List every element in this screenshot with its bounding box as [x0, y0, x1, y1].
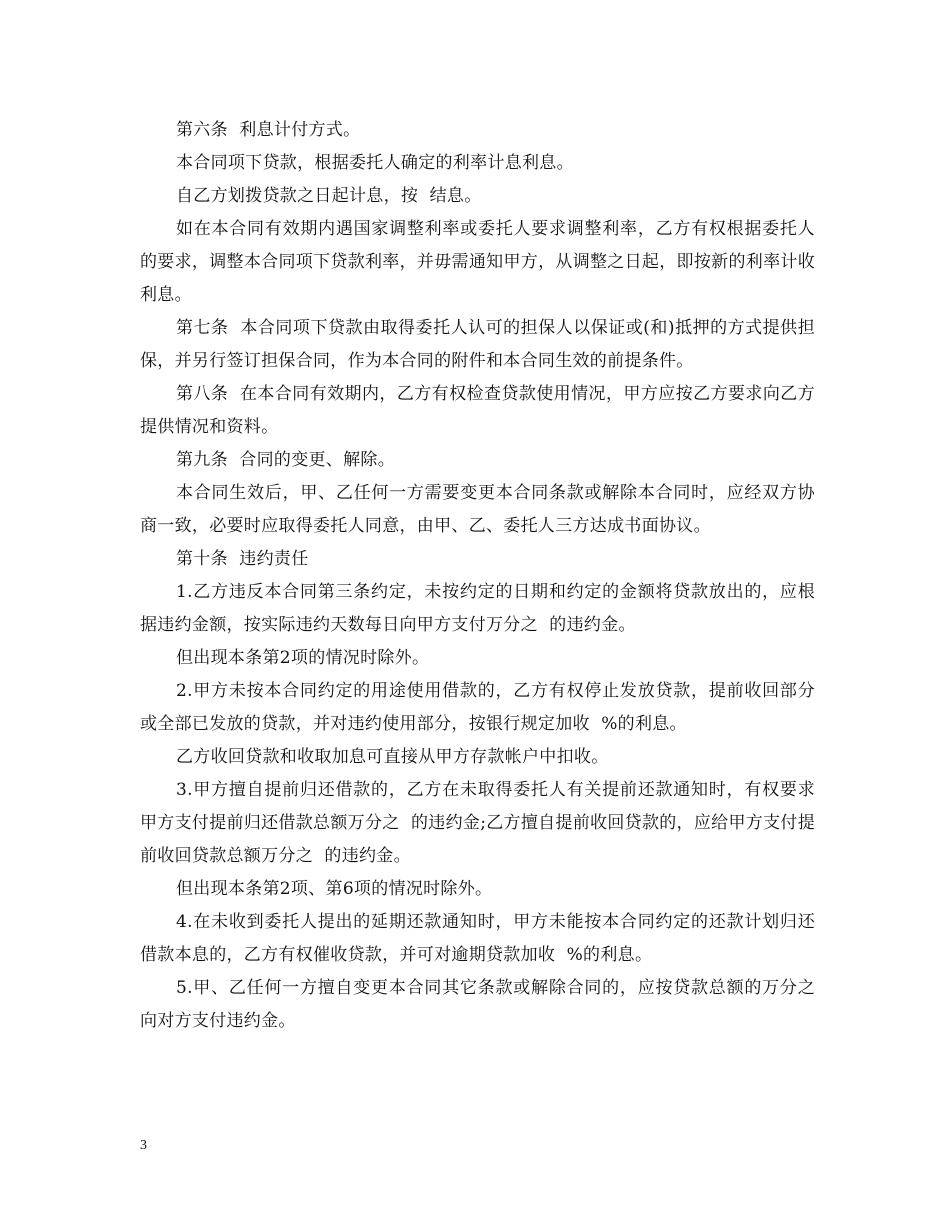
paragraph-exception-item-2: 但出现本条第2项的情况时除外。: [176, 648, 430, 668]
paragraph-breach-item-3: 3.甲方擅自提前归还借款的，乙方在未取得委托人有关提前还款通知时，有权要求甲方支付提前归还借款总额万分之 的违约金;乙方擅自提前收回贷款的，应给甲方支付提前收回贷款总额万分之 的违约金。: [140, 780, 815, 866]
paragraph-article-6-heading: 第六条 利息计付方式。: [176, 120, 361, 140]
paragraph-breach-item-4: 4.在未收到委托人提出的延期还款通知时，甲方未能按本合同约定的还款计划归还借款本息的，乙方有权催收贷款，并可对逾期贷款加收 %的利息。: [140, 912, 815, 965]
paragraph-breach-item-2: 2.甲方未按本合同约定的用途使用借款的，乙方有权停止发放贷款，提前收回部分或全部已发放的贷款，并对违约使用部分，按银行规定加收 %的利息。: [140, 681, 815, 734]
paragraph-breach-item-1: 1.乙方违反本合同第三条约定，未按约定的日期和约定的金额将贷款放出的，应根据违约金额，按实际违约天数每日向甲方支付万分之 的违约金。: [140, 582, 815, 635]
paragraph-deduction: 乙方收回贷款和收取加息可直接从甲方存款帐户中扣收。: [176, 747, 609, 767]
paragraph-contract-change: 本合同生效后，甲、乙任何一方需要变更本合同条款或解除本合同时，应经双方协商一致，必要时应取得委托人同意，由甲、乙、委托人三方达成书面协议。: [140, 483, 815, 536]
paragraph-rate-adjustment: 如在本合同有效期内遇国家调整利率或委托人要求调整利率，乙方有权根据委托人的要求，调整本合同项下贷款利率，并毋需通知甲方，从调整之日起，即按新的利率计收利息。: [140, 219, 815, 305]
page-number: 3: [140, 1138, 147, 1153]
paragraph-article-9-heading: 第九条 合同的变更、解除。: [176, 450, 396, 470]
paragraph-breach-item-5: 5.甲、乙任何一方擅自变更本合同其它条款或解除合同的，应按贷款总额的万分之 向对方支付违约金。: [140, 978, 827, 1031]
paragraph-exception-items-2-6: 但出现本条第2项、第6项的情况时除外。: [176, 879, 493, 899]
paragraph-interest-start: 自乙方划拨贷款之日起计息，按 结息。: [176, 186, 482, 206]
document-body: [140, 114, 827, 1038]
paragraph-article-7: 第七条 本合同项下贷款由取得委托人认可的担保人以保证或(和)抵押的方式提供担保，并另行签订担保合同，作为本合同的附件和本合同生效的前提条件。: [140, 318, 815, 371]
paragraph-interest-rate: 本合同项下贷款，根据委托人确定的利率计息利息。: [176, 153, 574, 173]
paragraph-article-8: 第八条 在本合同有效期内，乙方有权检查贷款使用情况，甲方应按乙方要求向乙方提供情况和资料。: [140, 384, 815, 437]
paragraph-article-10-heading: 第十条 违约责任: [176, 549, 309, 569]
